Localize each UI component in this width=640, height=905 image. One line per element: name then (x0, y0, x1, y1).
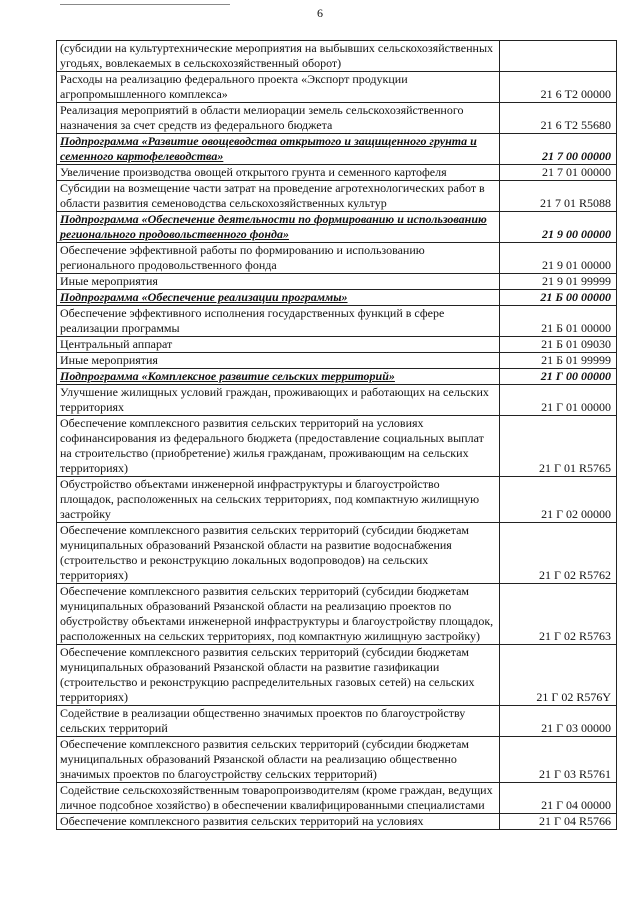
row-code: 21 Г 01 R5765 (500, 416, 617, 477)
row-name-cell (57, 41, 500, 72)
row-name-cell (57, 72, 500, 103)
table-body (57, 41, 617, 830)
table-row (57, 477, 617, 523)
row-name-cell (57, 369, 500, 385)
top-rule (60, 4, 230, 5)
row-name: Иные мероприятия (60, 353, 158, 367)
row-name-cell (57, 416, 500, 477)
table-row (57, 243, 617, 274)
row-name-cell (57, 212, 500, 243)
row-name: Обеспечение эффективной работы по формированию и использованию регионального продовольственного фонда (60, 243, 425, 272)
row-name-cell (57, 243, 500, 274)
table-row (57, 706, 617, 737)
row-name: Подпрограмма «Обеспечение реализации программы» (60, 290, 348, 304)
row-name-cell (57, 181, 500, 212)
subprogram-row (57, 369, 617, 385)
table-row (57, 523, 617, 584)
row-name: Расходы на реализацию федерального проекта «Экспорт продукции агропромышленного комплекса» (60, 72, 408, 101)
row-name-cell (57, 353, 500, 369)
row-name: (субсидии на культуртехнические мероприятия на выбывших сельскохозяйственных угодьях, вовлекаемых в сельскохозяйственный оборот) (60, 41, 494, 70)
row-name-cell (57, 477, 500, 523)
row-name-cell (57, 134, 500, 165)
row-code: 21 9 00 00000 (500, 212, 617, 243)
row-name: Субсидии на возмещение части затрат на проведение агротехнологических работ в области развития семеноводства сельскохозяйственных культур (60, 181, 485, 210)
row-code: 21 Г 02 00000 (500, 477, 617, 523)
row-name-cell (57, 783, 500, 814)
row-code: 21 Г 03 00000 (500, 706, 617, 737)
page-number: 6 (317, 6, 323, 20)
row-code: 21 Б 00 00000 (500, 290, 617, 306)
row-code: 21 6 Т2 55680 (500, 103, 617, 134)
row-name: Обеспечение комплексного развития сельских территорий (субсидии бюджетам муниципальных образований Рязанской области на реализацию общественно значимых проектов по благоустройству сельских территорий) (60, 737, 470, 781)
table-row (57, 584, 617, 645)
row-name: Подпрограмма «Обеспечение деятельности по формированию и использованию регионального продовольственного фонда» (60, 212, 487, 241)
row-code: 21 Б 01 00000 (500, 306, 617, 337)
row-code: 21 Г 04 R5766 (500, 814, 617, 830)
row-name: Содействие в реализации общественно значимых проектов по благоустройству сельских территорий (60, 706, 466, 735)
row-name: Центральный аппарат (60, 337, 173, 351)
row-name: Обеспечение комплексного развития сельских территорий (субсидии бюджетам муниципальных образований Рязанской области на развитие газификации (строительство и реконструкцию распределительных газовых сетей) на сельских территориях) (60, 645, 475, 704)
row-code: 21 Г 02 R5762 (500, 523, 617, 584)
row-name: Обеспечение эффективного исполнения государственных функций в сфере реализации программы (60, 306, 445, 335)
row-name: Увеличение производства овощей открытого грунта и семенного картофеля (60, 165, 447, 179)
subprogram-row (57, 290, 617, 306)
row-name-cell (57, 337, 500, 353)
table-row (57, 306, 617, 337)
row-name-cell (57, 814, 500, 830)
row-name-cell (57, 274, 500, 290)
row-name: Обеспечение комплексного развития сельских территорий (субсидии бюджетам муниципальных образований Рязанской области на реализацию проектов по обустройству объектами инженерной инфраструктуры и благоустройству площадок, расположенных на сельских территориях, под компактную жилищную застройку) (60, 584, 494, 643)
row-code: 21 Г 00 00000 (500, 369, 617, 385)
table-row (57, 416, 617, 477)
row-name-cell (57, 645, 500, 706)
table-row (57, 737, 617, 783)
row-code: 21 7 00 00000 (500, 134, 617, 165)
row-name: Обустройство объектами инженерной инфраструктуры и благоустройство площадок, расположенных на сельских территориях, под компактную жилищную застройку (60, 477, 480, 521)
row-name-cell (57, 584, 500, 645)
table-row (57, 645, 617, 706)
row-code: 21 7 01 R5088 (500, 181, 617, 212)
row-code (500, 41, 617, 72)
row-code: 21 Г 04 00000 (500, 783, 617, 814)
table-row (57, 814, 617, 830)
row-name-cell (57, 165, 500, 181)
row-code: 21 7 01 00000 (500, 165, 617, 181)
row-code: 21 Б 01 99999 (500, 353, 617, 369)
row-name: Реализация мероприятий в области мелиорации земель сельскохозяйственного назначения за счет средств из федерального бюджета (60, 103, 464, 132)
table-row (57, 385, 617, 416)
row-name: Иные мероприятия (60, 274, 158, 288)
table-row (57, 181, 617, 212)
row-name: Подпрограмма «Комплексное развитие сельских территорий» (60, 369, 395, 383)
row-code: 21 9 01 99999 (500, 274, 617, 290)
table-row (57, 72, 617, 103)
row-name-cell (57, 103, 500, 134)
row-name-cell (57, 523, 500, 584)
row-code: 21 Г 02 R576Y (500, 645, 617, 706)
row-name-cell (57, 706, 500, 737)
table-row (57, 274, 617, 290)
table-row (57, 103, 617, 134)
row-name-cell (57, 385, 500, 416)
row-code: 21 Г 02 R5763 (500, 584, 617, 645)
subprogram-row (57, 134, 617, 165)
table-row (57, 353, 617, 369)
row-name: Обеспечение комплексного развития сельских территорий на условиях софинансирования из федерального бюджета (предоставление социальных выплат на строительство (приобретение) жилья гражданам, проживающим на сельских территориях) (60, 416, 484, 475)
row-name-cell (57, 737, 500, 783)
row-code: 21 Г 03 R5761 (500, 737, 617, 783)
row-name: Обеспечение комплексного развития сельских территорий на условиях (60, 814, 424, 828)
table-row (57, 165, 617, 181)
subprogram-row (57, 212, 617, 243)
row-code: 21 Б 01 09030 (500, 337, 617, 353)
row-name-cell (57, 290, 500, 306)
table-row (57, 337, 617, 353)
row-name: Улучшение жилищных условий граждан, проживающих и работающих на сельских территориях (60, 385, 489, 414)
row-name: Содействие сельскохозяйственным товаропроизводителям (кроме граждан, ведущих личное подсобное хозяйство) в обеспечении квалифицированными специалистами (60, 783, 493, 812)
budget-classification-table (56, 40, 617, 830)
row-code: 21 9 01 00000 (500, 243, 617, 274)
row-name: Подпрограмма «Развитие овощеводства открытого и защищенного грунта и семенного картофелеводства» (60, 134, 477, 163)
row-name-cell (57, 306, 500, 337)
row-code: 21 Г 01 00000 (500, 385, 617, 416)
table-row (57, 41, 617, 72)
table-row (57, 783, 617, 814)
row-name: Обеспечение комплексного развития сельских территорий (субсидии бюджетам муниципальных образований Рязанской области на развитие водоснабжения (строительство и реконструкцию локальных водопроводов) на сельских территориях) (60, 523, 470, 582)
row-code: 21 6 Т2 00000 (500, 72, 617, 103)
